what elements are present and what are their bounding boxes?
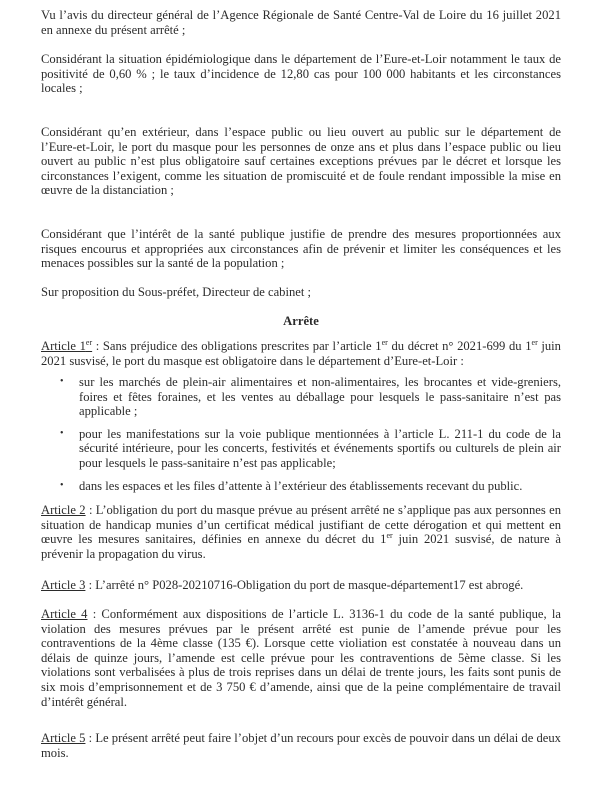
preamble-situation-epidemiologique: Considérant la situation épidémiologique dans le département de l’Eure-et-Loir notamment le taux de positivité de 0,60 % ; le taux d’incidence de 12,80 cas pour 100 000 habitants et les circonstances locales ; bbox=[41, 52, 561, 96]
article-4: Article 4 : Conformément aux dispositions de l’article L. 3136-1 du code de la santé publique, la violation des mesures prévues par le présent arrêté est punie de l’amende prévue pour les contraventions de la 4ème classe (135 €). Lorsque cette violiation est constatée à nouveau dans un délais de quinze jours, l’amende est celle prévue pour les contraventions de 5ème classe. Si les violations sont verbalisées à plus de trois reprises dans un délai de trente jours, les faits sont punis de six mois d’emprisonnement et de 3 750 € d’amende, ainsi que de la peine complémentaire de travail d’intérêt général. bbox=[41, 607, 561, 709]
article-2-label: Article 2 bbox=[41, 503, 86, 517]
list-item: • dans les espaces et les files d’attente à l’extérieur des établissements recevant du public. bbox=[60, 478, 523, 493]
preamble-port-masque-exterieur: Considérant qu’en extérieur, dans l’espace public ou lieu ouvert au public sur le département de l’Eure-et-Loir, le port du masque pour les personnes de onze ans et plus dans l’espace public ou lieu ouvert au public n’est plus obligatoire sauf certaines exceptions prévues par le décret et lorsque les circonstances l’exigent, comme les situation de promiscuité et de foule rendant impossible la mise en œuvre de la distanciation ; bbox=[41, 125, 561, 198]
preamble-interet-sante-publique: Considérant que l’intérêt de la santé publique justifie de prendre des mesures proportionnées aux risques encourus et appropriées aux circonstances afin de prévenir et limiter les conséquences et les menaces possibles sur la santé de la population ; bbox=[41, 227, 561, 271]
article-1-label: Article 1er bbox=[41, 337, 93, 353]
article-3: Article 3 : L’arrêté n° P028-20210716-Obligation du port de masque-département17 est abrogé. bbox=[41, 578, 524, 592]
bullet-icon: • bbox=[60, 376, 64, 387]
article-1-intro: Article 1er : Sans préjudice des obligations prescrites par l’article 1er du décret n° 2021-699 du 1er juin 2021 susvisé, le port du masque est obligatoire dans le département d’Eure-et-Loir : bbox=[41, 337, 561, 368]
list-item: • pour les manifestations sur la voie publique mentionnées à l’article L. 211-1 du code de la sécurité intérieure, pour les concerts, festivités et événements sportifs ou culturels de plein air pour lesquels le pass-sanitaire n’est pas applicable; bbox=[60, 426, 561, 470]
bullet-icon: • bbox=[60, 427, 64, 439]
list-item: • sur les marchés de plein-air alimentaires et non-alimentaires, les brocantes et vide-greniers, foires et fêtes foraines, et les ventes au déballage pour lesquels le pass-sanitaire n’est pas applicable ; bbox=[60, 375, 561, 419]
article-5: Article 5 : Le présent arrêté peut faire l’objet d’un recours pour excès de pouvoir dans un délai de deux mois. bbox=[41, 731, 561, 760]
article-4-label: Article 4 bbox=[41, 607, 88, 621]
bullet-icon: • bbox=[60, 479, 64, 491]
article-5-label: Article 5 bbox=[41, 731, 86, 745]
article-1-bullet-list bbox=[41, 375, 561, 493]
heading-arrete: Arrête bbox=[283, 314, 319, 328]
preamble-sur-proposition: Sur proposition du Sous-préfet, Directeur de cabinet ; bbox=[41, 285, 311, 299]
article-3-label: Article 3 bbox=[41, 578, 86, 592]
article-2: Article 2 : L’obligation du port du masque prévue au présent arrêté ne s’applique pas aux personnes en situation de handicap munies d’un certificat médical justifiant de cette dérogation et qui mettent en œuvre les mesures sanitaires, définies en annexe du décret du 1er juin 2021 susvisé, de nature à prévenir la propagation du virus. bbox=[41, 503, 561, 561]
preamble-vu-avis: Vu l’avis du directeur général de l’Agence Régionale de Santé Centre-Val de Loire du 16 juillet 2021 en annexe du présent arrêté ; bbox=[41, 8, 561, 37]
